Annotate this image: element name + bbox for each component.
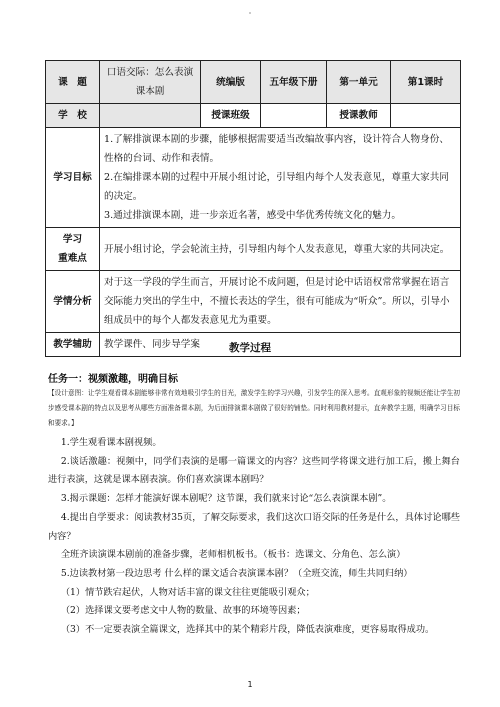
step-paragraph: （1）情节跌宕起伏，人物对话丰富的课文往往更能吸引观众； bbox=[60, 586, 315, 598]
key-points-label-line1: 学习 bbox=[62, 234, 83, 245]
goals-content bbox=[100, 128, 461, 228]
edition-value: 统编版 bbox=[201, 61, 261, 104]
goal-item: 2.在编排课本剧的过程中开展小组讨论，引导组内每个人发表意见，尊重大家共同的决定。 bbox=[104, 172, 449, 202]
process-title: 教学过程 bbox=[229, 342, 271, 354]
row-key-points bbox=[46, 228, 461, 271]
step-paragraph: 5.边读教材第一段边思考 什么样的课文适合表演课本剧？（全班交流，师生共同归纳） bbox=[60, 567, 413, 579]
topic-label: 课 题 bbox=[46, 61, 100, 104]
analysis-label: 学情分析 bbox=[46, 271, 100, 333]
key-points-content: 开展小组讨论，学会轮流主持，引导组内每个人发表意见，尊重大家的共同决定。 bbox=[100, 228, 461, 271]
page-dot bbox=[249, 12, 251, 14]
step-paragraph: 3.揭示课题：怎样才能演好课本剧呢？这节课，我们就来讨论“怎么表演课本剧”。 bbox=[60, 493, 392, 505]
row-analysis bbox=[46, 271, 461, 333]
aids-content: 教学课件、同步导学案 bbox=[100, 333, 461, 357]
step-paragraph: （3）不一定要表演全篇课文，选择其中的某个精彩片段，降低表演难度，更容易取得成功。 bbox=[60, 624, 435, 636]
step-paragraph: 全班齐读演课本剧前的准备步骤，老师相机板书。（板书：选课文、分角色、怎么演） bbox=[60, 549, 406, 561]
goals-label: 学习目标 bbox=[46, 128, 100, 228]
key-points-label bbox=[46, 228, 100, 271]
topic-value: 口语交际：怎么表演课本剧 bbox=[100, 61, 201, 104]
period-value: 第1课时 bbox=[391, 61, 461, 104]
aids-label: 教学辅助 bbox=[46, 333, 100, 357]
goal-item: 3.通过排演课本剧，进一步亲近名著，感受中华优秀传统文化的魅力。 bbox=[104, 210, 401, 221]
step-paragraph: 2.谈话激趣：视频中，同学们表演的是哪一篇课文的内容？这些同学将课文进行加工后，搬上舞台进行表演，这就是课本剧表演。你们喜欢演课本剧吗？ bbox=[48, 455, 460, 486]
goal-item: 1.了解排演课本剧的步骤，能够根据需要适当改编故事内容，设计符合人物身份、性格的台词、动作和表情。 bbox=[104, 134, 449, 164]
school-label: 学 校 bbox=[46, 104, 100, 128]
design-note: 【设计意图：让学生观看课本剧能够非常有效地吸引学生的目光，激发学生的学习兴趣，引发学生的深入思考。直观形象的视频还能让学生初步感受课本剧的特点以及思考从哪些方面准备课本剧，为后面排演课本剧做了很好的铺垫。同时利用教材提示，直奔教学主题，明确学习目标和要求。】 bbox=[48, 389, 460, 427]
key-points-label-line2: 重难点 bbox=[58, 253, 87, 264]
analysis-content: 对于这一学段的学生而言，开展讨论不成问题，但是讨论中话语权常常掌握在语言交际能力突出的学生中，不擅长表达的学生，很有可能成为“听众”。所以，引导小组成员中的每个人都发表意见尤为重要。 bbox=[100, 271, 461, 333]
unit-value: 第一单元 bbox=[327, 61, 391, 104]
process-steps bbox=[48, 434, 460, 640]
row-school bbox=[46, 104, 461, 128]
teacher-label: 授课教师 bbox=[327, 104, 391, 128]
step-paragraph: 4.提出自学要求：阅读教材35页，了解交际要求，我们这次口语交际的任务是什么，具体讨论哪些内容？ bbox=[48, 511, 460, 542]
page-number: 1 bbox=[247, 680, 253, 689]
grade-value: 五年级下册 bbox=[261, 61, 327, 104]
row-goals bbox=[46, 128, 461, 228]
lesson-info-table bbox=[45, 60, 461, 357]
row-topic bbox=[46, 61, 461, 104]
class-value bbox=[261, 104, 327, 128]
class-label: 授课班级 bbox=[201, 104, 261, 128]
task1-title: 任务一：视频激趣，明确目标 bbox=[48, 374, 178, 385]
school-value bbox=[100, 104, 201, 128]
teacher-value bbox=[391, 104, 461, 128]
step-paragraph: （2）选择课文要考虑文中人物的数量、故事的环境等因素； bbox=[60, 605, 306, 617]
step-paragraph: 1.学生观看课本剧视频。 bbox=[60, 437, 162, 448]
